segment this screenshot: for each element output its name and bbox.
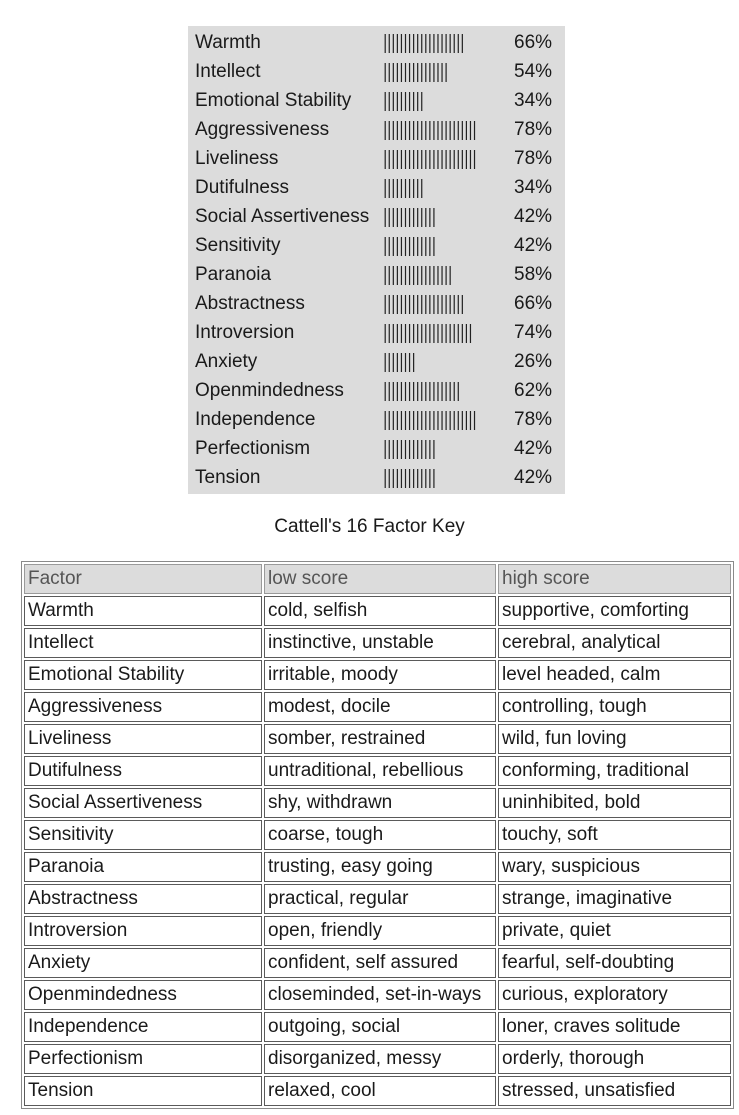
high-score-cell: touchy, soft (498, 820, 731, 850)
factor-bar (384, 440, 437, 459)
factor-row (188, 28, 565, 57)
high-score-cell: wild, fun loving (498, 724, 731, 754)
factor-cell: Intellect (24, 628, 262, 658)
factor-row (188, 405, 565, 434)
factor-label: Intellect (195, 61, 261, 82)
factor-row (188, 115, 565, 144)
table-row (24, 916, 731, 946)
low-score-cell: somber, restrained (264, 724, 496, 754)
factor-percent: 74% (514, 322, 553, 343)
factor-bar (384, 382, 461, 401)
factor-percent: 78% (514, 148, 553, 169)
factor-bar (384, 411, 477, 430)
factor-cell: Independence (24, 1012, 262, 1042)
high-score-cell: stressed, unsatisfied (498, 1076, 731, 1106)
table-row (24, 596, 731, 626)
high-score-cell: cerebral, analytical (498, 628, 731, 658)
factor-label: Paranoia (195, 264, 272, 285)
factor-cell: Aggressiveness (24, 692, 262, 722)
factor-percent: 42% (514, 235, 553, 256)
factor-cell: Introversion (24, 916, 262, 946)
low-score-cell: coarse, tough (264, 820, 496, 850)
factor-row (188, 434, 565, 463)
factor-percent: 66% (514, 32, 553, 53)
factor-percent: 42% (514, 438, 553, 459)
factor-bar (384, 63, 449, 82)
factor-row (188, 86, 565, 115)
factor-bar (384, 324, 473, 343)
table-row (24, 820, 731, 850)
factor-label: Perfectionism (195, 438, 311, 459)
table-row (24, 948, 731, 978)
factor-label: Anxiety (195, 351, 258, 372)
factor-row (188, 289, 565, 318)
low-score-cell: cold, selfish (264, 596, 496, 626)
table-row (24, 724, 731, 754)
factor-row (188, 173, 565, 202)
table-row (24, 660, 731, 690)
factor-key-table (21, 561, 734, 1109)
factor-row (188, 57, 565, 86)
factor-bar (384, 92, 425, 111)
factor-cell: Paranoia (24, 852, 262, 882)
factor-cell: Social Assertiveness (24, 788, 262, 818)
table-row (24, 852, 731, 882)
factor-cell: Liveliness (24, 724, 262, 754)
factor-percent: 62% (514, 380, 553, 401)
factor-row (188, 202, 565, 231)
factor-percent: 78% (514, 119, 553, 140)
factor-bar (384, 469, 437, 488)
factor-percent: 34% (514, 90, 553, 111)
factor-label: Aggressiveness (195, 119, 330, 140)
table-header-row (24, 564, 731, 594)
factor-bar (384, 179, 425, 198)
factor-percent: 42% (514, 467, 553, 488)
low-score-cell: confident, self assured (264, 948, 496, 978)
high-score-cell: private, quiet (498, 916, 731, 946)
factor-cell: Perfectionism (24, 1044, 262, 1074)
factor-row (188, 260, 565, 289)
factor-cell: Tension (24, 1076, 262, 1106)
factor-cell: Abstractness (24, 884, 262, 914)
low-score-cell: relaxed, cool (264, 1076, 496, 1106)
header-factor: Factor (24, 564, 262, 594)
table-row (24, 1076, 731, 1106)
high-score-cell: level headed, calm (498, 660, 731, 690)
table-row (24, 788, 731, 818)
factor-percent: 34% (514, 177, 553, 198)
low-score-cell: disorganized, messy (264, 1044, 496, 1074)
table-row (24, 980, 731, 1010)
factor-percent: 66% (514, 293, 553, 314)
factor-row (188, 463, 565, 492)
high-score-cell: wary, suspicious (498, 852, 731, 882)
high-score-cell: supportive, comforting (498, 596, 731, 626)
factor-percent: 26% (514, 351, 553, 372)
low-score-cell: modest, docile (264, 692, 496, 722)
factor-bar (384, 121, 477, 140)
factor-label: Social Assertiveness (195, 206, 370, 227)
factor-cell: Sensitivity (24, 820, 262, 850)
factor-label: Independence (195, 409, 316, 430)
low-score-cell: shy, withdrawn (264, 788, 496, 818)
high-score-cell: orderly, thorough (498, 1044, 731, 1074)
factor-row (188, 347, 565, 376)
factor-cell: Dutifulness (24, 756, 262, 786)
factor-percent: 78% (514, 409, 553, 430)
low-score-cell: irritable, moody (264, 660, 496, 690)
high-score-cell: conforming, traditional (498, 756, 731, 786)
high-score-cell: loner, craves solitude (498, 1012, 731, 1042)
header-high-score: high score (498, 564, 731, 594)
low-score-cell: practical, regular (264, 884, 496, 914)
factor-label: Liveliness (195, 148, 279, 169)
factor-row (188, 376, 565, 405)
factor-results-panel (188, 26, 565, 494)
factor-label: Emotional Stability (195, 90, 352, 111)
factor-cell: Emotional Stability (24, 660, 262, 690)
factor-cell: Openmindedness (24, 980, 262, 1010)
factor-label: Tension (195, 467, 261, 488)
factor-cell: Anxiety (24, 948, 262, 978)
factor-bar (384, 150, 477, 169)
factor-bar (384, 237, 437, 256)
high-score-cell: uninhibited, bold (498, 788, 731, 818)
high-score-cell: strange, imaginative (498, 884, 731, 914)
factor-bar (384, 34, 465, 53)
factor-label: Warmth (195, 32, 261, 53)
table-row (24, 692, 731, 722)
factor-bar (384, 353, 416, 372)
factor-cell: Warmth (24, 596, 262, 626)
factor-row (188, 318, 565, 347)
factor-label: Dutifulness (195, 177, 289, 198)
factor-row (188, 144, 565, 173)
high-score-cell: curious, exploratory (498, 980, 731, 1010)
low-score-cell: outgoing, social (264, 1012, 496, 1042)
table-row (24, 1044, 731, 1074)
table-row (24, 884, 731, 914)
low-score-cell: open, friendly (264, 916, 496, 946)
factor-percent: 42% (514, 206, 553, 227)
high-score-cell: controlling, tough (498, 692, 731, 722)
low-score-cell: trusting, easy going (264, 852, 496, 882)
factor-label: Openmindedness (195, 380, 344, 401)
header-low-score: low score (264, 564, 496, 594)
low-score-cell: instinctive, unstable (264, 628, 496, 658)
factor-row (188, 231, 565, 260)
key-title: Cattell's 16 Factor Key (274, 516, 465, 537)
factor-percent: 58% (514, 264, 553, 285)
table-row (24, 628, 731, 658)
table-row (24, 756, 731, 786)
factor-percent: 54% (514, 61, 553, 82)
factor-bar (384, 295, 465, 314)
table-row (24, 1012, 731, 1042)
factor-label: Introversion (195, 322, 295, 343)
factor-bar (384, 208, 437, 227)
factor-bar (384, 266, 453, 285)
factor-label: Sensitivity (195, 235, 281, 256)
factor-label: Abstractness (195, 293, 305, 314)
high-score-cell: fearful, self-doubting (498, 948, 731, 978)
low-score-cell: untraditional, rebellious (264, 756, 496, 786)
low-score-cell: closeminded, set-in-ways (264, 980, 496, 1010)
